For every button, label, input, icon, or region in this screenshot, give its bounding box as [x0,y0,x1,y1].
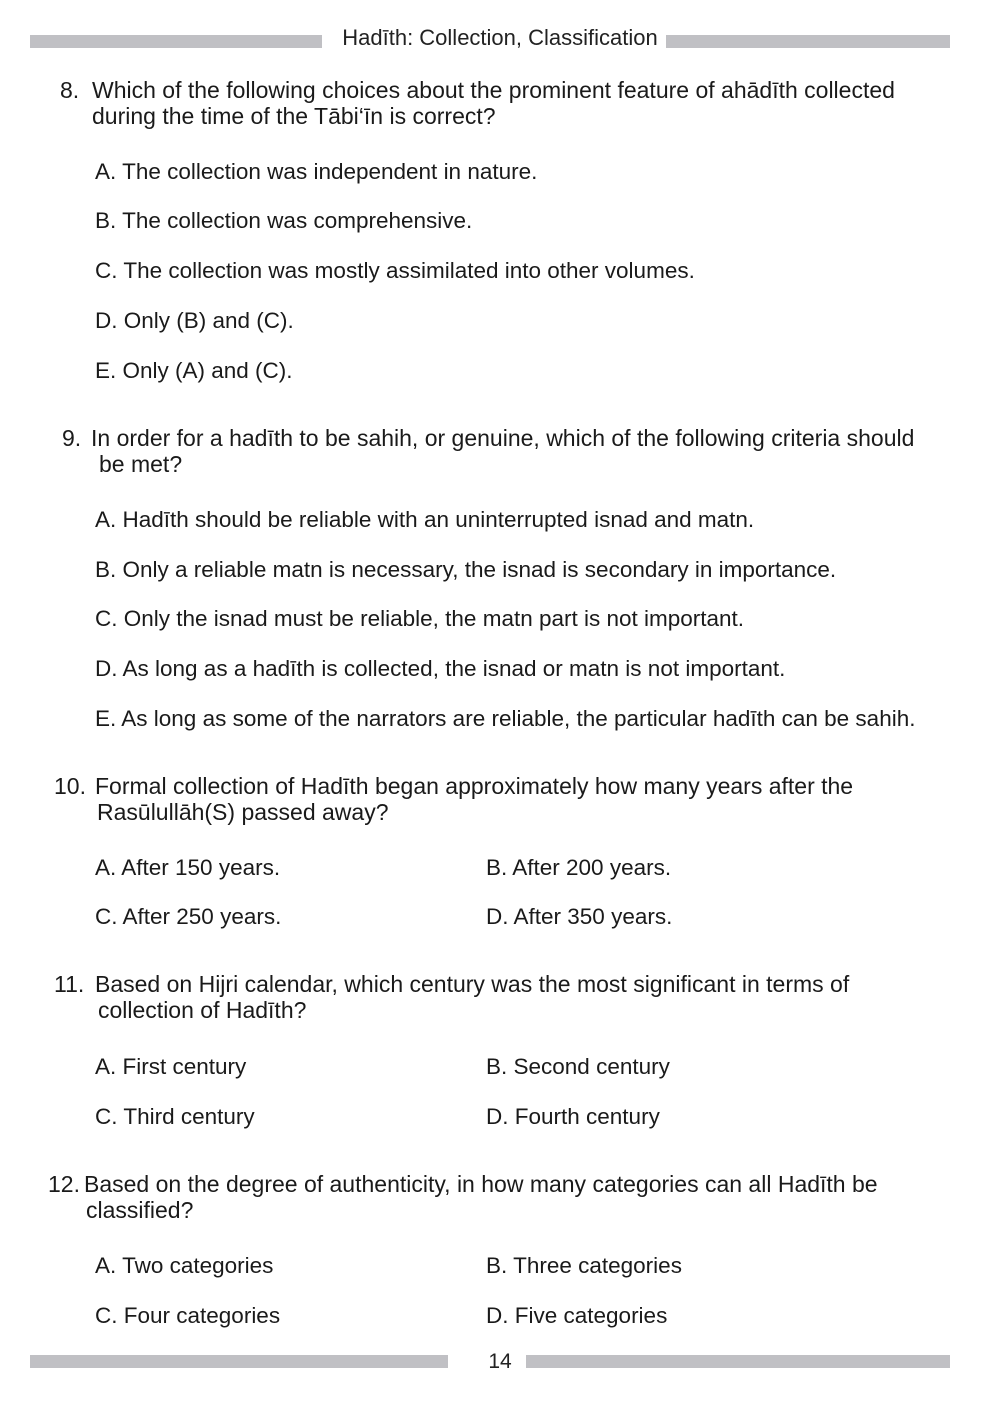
question-10-option-b: B. After 200 years. [486,855,672,880]
question-11 [54,971,849,1023]
question-9-option-b: B. Only a reliable matn is necessary, the isnad is secondary in importance. [95,557,837,582]
question-12-option-a: A. Two categories [95,1253,274,1278]
question-8-option-d: D. Only (B) and (C). [95,308,294,333]
question-9-option-d: D. As long as a hadīth is collected, the isnad or matn is not important. [95,656,786,681]
question-text-line2: classified? [86,1197,194,1223]
question-10-option-a: A. After 150 years. [95,855,281,880]
question-text-line1: Formal collection of Hadīth began approximately how many years after the [95,773,854,799]
question-number: 10. [54,773,86,799]
question-text-line2: collection of Hadīth? [98,997,307,1023]
question-text-line2: be met? [99,451,183,477]
page-number [0,1348,1000,1376]
question-text-line1: In order for a hadīth to be sahih, or genuine, which of the following criteria should [91,425,915,451]
question-12-option-b: B. Three categories [486,1253,682,1278]
running-header [0,24,1000,52]
question-8-option-e: E. Only (A) and (C). [95,358,293,383]
question-12-option-c: C. Four categories [95,1303,281,1328]
question-text-line2: during the time of the Tābi‘īn is correct? [92,103,496,129]
running-header-text: Hadīth: Collection, Classification [334,25,665,50]
question-11-option-c: C. Third century [95,1104,255,1129]
question-10-option-c: C. After 250 years. [95,904,282,929]
question-8-option-b: B. The collection was comprehensive. [95,208,473,233]
question-9-option-a: A. Hadīth should be reliable with an uninterrupted isnad and matn. [95,507,755,532]
question-text-line1: Based on the degree of authenticity, in how many categories can all Hadīth be [84,1171,878,1197]
question-text-line1: Based on Hijri calendar, which century was the most significant in terms of [95,971,850,997]
question-10-option-d: D. After 350 years. [486,904,673,929]
question-11-option-d: D. Fourth century [486,1104,660,1129]
question-number: 12. [48,1171,80,1197]
question-number: 8. [60,77,80,103]
question-text-line2: Rasūlullāh(S) passed away? [97,799,389,825]
question-9-option-c: C. Only the isnad must be reliable, the matn part is not important. [95,606,745,631]
question-11-option-a: A. First century [95,1054,247,1079]
question-number: 9. [62,425,82,451]
question-number: 11. [54,971,85,997]
page-number-text: 14 [474,1350,525,1373]
question-12 [48,1171,878,1223]
question-12-option-d: D. Five categories [486,1303,668,1328]
question-8-option-c: C. The collection was mostly assimilated into other volumes. [95,258,695,283]
question-8-option-a: A. The collection was independent in nature. [95,159,538,184]
question-9-option-e: E. As long as some of the narrators are reliable, the particular hadīth can be sahih. [95,706,916,731]
question-10 [54,773,853,825]
question-8 [60,77,895,129]
question-9 [62,425,914,477]
question-11-option-b: B. Second century [486,1054,670,1079]
question-text-line1: Which of the following choices about the prominent feature of ahādīth collected [92,77,895,103]
